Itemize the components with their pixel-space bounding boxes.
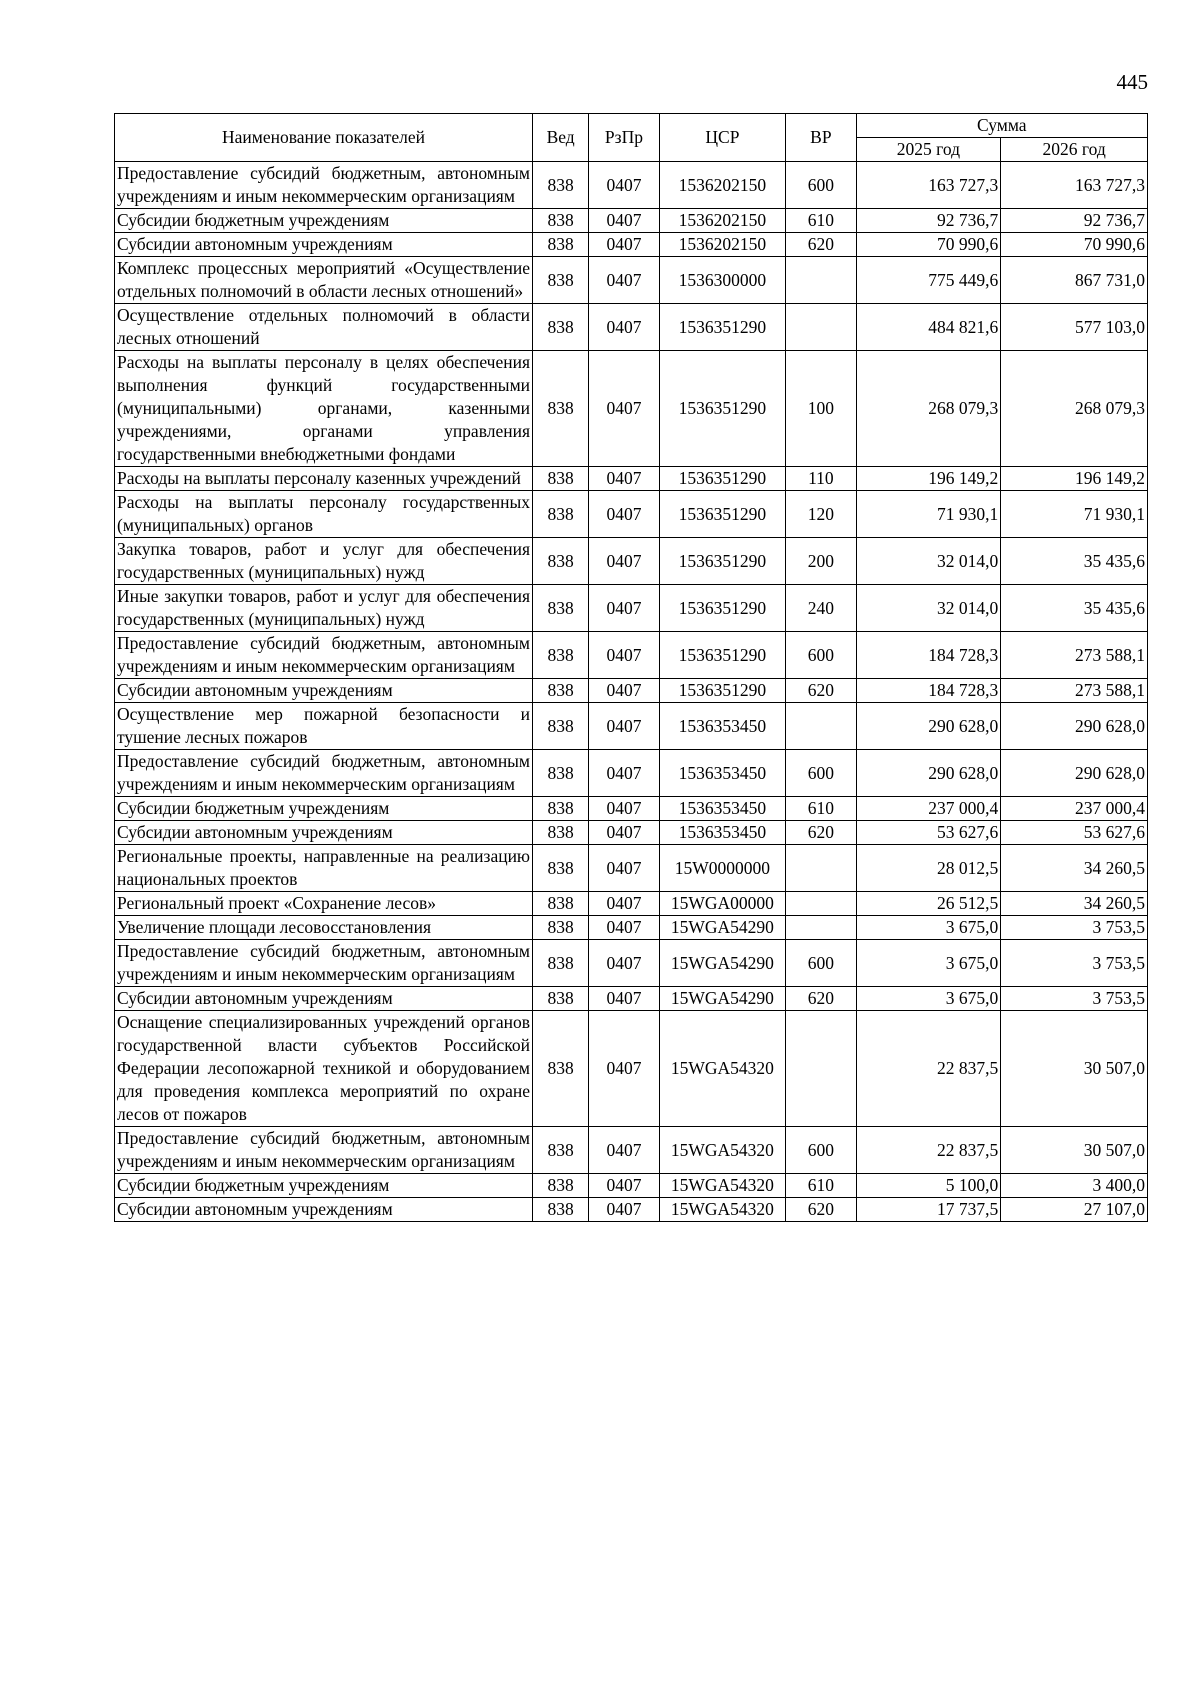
- row-sum-2026: 268 079,3: [1001, 351, 1148, 467]
- table-row: [115, 209, 1148, 233]
- row-vr: 600: [786, 162, 856, 209]
- row-vr: 100: [786, 351, 856, 467]
- row-vr: 620: [786, 233, 856, 257]
- row-csr: 1536300000: [659, 257, 786, 304]
- row-vr: [786, 916, 856, 940]
- header-vr: ВР: [786, 114, 856, 162]
- row-vr: [786, 257, 856, 304]
- row-csr: 15WGA54290: [659, 940, 786, 987]
- row-vr: 200: [786, 538, 856, 585]
- row-ved: 838: [533, 679, 589, 703]
- row-name: Закупка товаров, работ и услуг для обеспечения государственных (муниципальных) нужд: [115, 538, 533, 585]
- row-name: Региональный проект «Сохранение лесов»: [115, 892, 533, 916]
- row-vr: 610: [786, 797, 856, 821]
- row-csr: 15WGA00000: [659, 892, 786, 916]
- row-csr: 1536353450: [659, 750, 786, 797]
- table-row: [115, 351, 1148, 467]
- row-ved: 838: [533, 821, 589, 845]
- table-row: [115, 467, 1148, 491]
- row-name: Субсидии бюджетным учреждениям: [115, 1174, 533, 1198]
- row-rzpr: 0407: [589, 304, 659, 351]
- row-sum-2026: 3 753,5: [1001, 940, 1148, 987]
- header-rzpr: РзПр: [589, 114, 659, 162]
- row-vr: 120: [786, 491, 856, 538]
- row-sum-2025: 184 728,3: [856, 632, 1001, 679]
- row-ved: 838: [533, 209, 589, 233]
- row-vr: 610: [786, 209, 856, 233]
- row-csr: 1536353450: [659, 703, 786, 750]
- row-sum-2025: 70 990,6: [856, 233, 1001, 257]
- row-vr: [786, 845, 856, 892]
- row-rzpr: 0407: [589, 351, 659, 467]
- table-row: [115, 679, 1148, 703]
- row-rzpr: 0407: [589, 845, 659, 892]
- row-sum-2026: 577 103,0: [1001, 304, 1148, 351]
- row-name: Расходы на выплаты персоналу казенных учреждений: [115, 467, 533, 491]
- row-sum-2026: 35 435,6: [1001, 585, 1148, 632]
- row-vr: 610: [786, 1174, 856, 1198]
- table-row: [115, 987, 1148, 1011]
- row-name: Предоставление субсидий бюджетным, автономным учреждениям и иным некоммерческим организациям: [115, 162, 533, 209]
- table-row: [115, 750, 1148, 797]
- row-csr: 15WGA54320: [659, 1127, 786, 1174]
- row-ved: 838: [533, 304, 589, 351]
- row-rzpr: 0407: [589, 467, 659, 491]
- row-vr: 620: [786, 679, 856, 703]
- row-ved: 838: [533, 750, 589, 797]
- row-ved: 838: [533, 892, 589, 916]
- row-name: Субсидии автономным учреждениям: [115, 821, 533, 845]
- row-sum-2025: 3 675,0: [856, 940, 1001, 987]
- row-sum-2025: 71 930,1: [856, 491, 1001, 538]
- page-number: 445: [1116, 70, 1148, 94]
- row-ved: 838: [533, 797, 589, 821]
- row-sum-2026: 92 736,7: [1001, 209, 1148, 233]
- row-vr: 620: [786, 821, 856, 845]
- row-sum-2026: 53 627,6: [1001, 821, 1148, 845]
- row-sum-2025: 5 100,0: [856, 1174, 1001, 1198]
- row-rzpr: 0407: [589, 491, 659, 538]
- row-vr: [786, 1011, 856, 1127]
- row-sum-2025: 22 837,5: [856, 1011, 1001, 1127]
- row-sum-2025: 237 000,4: [856, 797, 1001, 821]
- row-sum-2025: 484 821,6: [856, 304, 1001, 351]
- row-sum-2026: 27 107,0: [1001, 1198, 1148, 1222]
- row-vr: [786, 304, 856, 351]
- row-sum-2026: 34 260,5: [1001, 892, 1148, 916]
- row-ved: 838: [533, 845, 589, 892]
- table-row: [115, 304, 1148, 351]
- row-csr: 1536353450: [659, 797, 786, 821]
- row-rzpr: 0407: [589, 679, 659, 703]
- table-row: [115, 1011, 1148, 1127]
- row-csr: 15WGA54320: [659, 1011, 786, 1127]
- row-ved: 838: [533, 467, 589, 491]
- header-csr: ЦСР: [659, 114, 786, 162]
- header-ved: Вед: [533, 114, 589, 162]
- table-row: [115, 916, 1148, 940]
- row-sum-2026: 273 588,1: [1001, 679, 1148, 703]
- row-name: Субсидии автономным учреждениям: [115, 679, 533, 703]
- row-sum-2025: 26 512,5: [856, 892, 1001, 916]
- row-csr: 1536202150: [659, 233, 786, 257]
- row-vr: [786, 703, 856, 750]
- row-vr: 620: [786, 987, 856, 1011]
- header-2026: 2026 год: [1001, 138, 1148, 162]
- row-csr: 1536351290: [659, 467, 786, 491]
- table-header: [115, 114, 1148, 162]
- row-csr: 15WGA54320: [659, 1174, 786, 1198]
- row-sum-2025: 290 628,0: [856, 750, 1001, 797]
- row-sum-2025: 290 628,0: [856, 703, 1001, 750]
- row-name: Субсидии автономным учреждениям: [115, 233, 533, 257]
- row-ved: 838: [533, 916, 589, 940]
- row-vr: 110: [786, 467, 856, 491]
- row-ved: 838: [533, 1198, 589, 1222]
- row-sum-2025: 17 737,5: [856, 1198, 1001, 1222]
- row-sum-2025: 32 014,0: [856, 538, 1001, 585]
- table-row: [115, 892, 1148, 916]
- row-sum-2025: 22 837,5: [856, 1127, 1001, 1174]
- row-name: Расходы на выплаты персоналу государственных (муниципальных) органов: [115, 491, 533, 538]
- row-vr: 600: [786, 940, 856, 987]
- table-row: [115, 585, 1148, 632]
- table-body: [115, 162, 1148, 1222]
- row-rzpr: 0407: [589, 1198, 659, 1222]
- row-csr: 15WGA54290: [659, 987, 786, 1011]
- row-vr: 600: [786, 750, 856, 797]
- row-csr: 1536351290: [659, 304, 786, 351]
- row-ved: 838: [533, 940, 589, 987]
- row-name: Предоставление субсидий бюджетным, автономным учреждениям и иным некоммерческим организациям: [115, 750, 533, 797]
- row-ved: 838: [533, 703, 589, 750]
- row-sum-2026: 30 507,0: [1001, 1127, 1148, 1174]
- row-ved: 838: [533, 491, 589, 538]
- table-row: [115, 845, 1148, 892]
- row-rzpr: 0407: [589, 162, 659, 209]
- row-rzpr: 0407: [589, 940, 659, 987]
- row-sum-2026: 196 149,2: [1001, 467, 1148, 491]
- row-sum-2025: 184 728,3: [856, 679, 1001, 703]
- row-sum-2026: 163 727,3: [1001, 162, 1148, 209]
- row-sum-2025: 196 149,2: [856, 467, 1001, 491]
- table-row: [115, 162, 1148, 209]
- row-sum-2026: 3 753,5: [1001, 916, 1148, 940]
- row-sum-2025: 53 627,6: [856, 821, 1001, 845]
- row-ved: 838: [533, 987, 589, 1011]
- row-csr: 1536351290: [659, 585, 786, 632]
- row-rzpr: 0407: [589, 703, 659, 750]
- row-name: Расходы на выплаты персоналу в целях обеспечения выполнения функций государственными (муниципальными) органами, казенными учреждениями, органами управления государственными внебюджетными фондами: [115, 351, 533, 467]
- row-sum-2026: 237 000,4: [1001, 797, 1148, 821]
- row-csr: 1536353450: [659, 821, 786, 845]
- row-name: Региональные проекты, направленные на реализацию национальных проектов: [115, 845, 533, 892]
- table-row: [115, 257, 1148, 304]
- table-row: [115, 538, 1148, 585]
- row-sum-2026: 70 990,6: [1001, 233, 1148, 257]
- row-ved: 838: [533, 538, 589, 585]
- row-ved: 838: [533, 257, 589, 304]
- row-sum-2026: 3 753,5: [1001, 987, 1148, 1011]
- row-ved: 838: [533, 233, 589, 257]
- row-vr: 600: [786, 632, 856, 679]
- row-csr: 15W0000000: [659, 845, 786, 892]
- row-sum-2026: 290 628,0: [1001, 703, 1148, 750]
- row-rzpr: 0407: [589, 750, 659, 797]
- row-csr: 15WGA54320: [659, 1198, 786, 1222]
- header-2025: 2025 год: [856, 138, 1001, 162]
- row-name: Осуществление мер пожарной безопасности и тушение лесных пожаров: [115, 703, 533, 750]
- row-vr: 240: [786, 585, 856, 632]
- row-sum-2025: 28 012,5: [856, 845, 1001, 892]
- row-sum-2025: 268 079,3: [856, 351, 1001, 467]
- row-rzpr: 0407: [589, 257, 659, 304]
- row-vr: 600: [786, 1127, 856, 1174]
- row-csr: 1536351290: [659, 632, 786, 679]
- row-rzpr: 0407: [589, 1174, 659, 1198]
- row-rzpr: 0407: [589, 892, 659, 916]
- row-sum-2026: 30 507,0: [1001, 1011, 1148, 1127]
- row-name: Субсидии автономным учреждениям: [115, 987, 533, 1011]
- row-sum-2026: 3 400,0: [1001, 1174, 1148, 1198]
- header-sum: Сумма: [856, 114, 1147, 138]
- row-name: Субсидии бюджетным учреждениям: [115, 797, 533, 821]
- row-ved: 838: [533, 632, 589, 679]
- header-name: Наименование показателей: [115, 114, 533, 162]
- row-rzpr: 0407: [589, 538, 659, 585]
- row-sum-2026: 34 260,5: [1001, 845, 1148, 892]
- row-rzpr: 0407: [589, 1127, 659, 1174]
- row-vr: 620: [786, 1198, 856, 1222]
- table-row: [115, 821, 1148, 845]
- table-row: [115, 491, 1148, 538]
- table-row: [115, 797, 1148, 821]
- row-rzpr: 0407: [589, 1011, 659, 1127]
- table-row: [115, 1127, 1148, 1174]
- table-row: [115, 703, 1148, 750]
- row-rzpr: 0407: [589, 797, 659, 821]
- row-csr: 15WGA54290: [659, 916, 786, 940]
- row-sum-2026: 290 628,0: [1001, 750, 1148, 797]
- row-name: Осуществление отдельных полномочий в области лесных отношений: [115, 304, 533, 351]
- table-row: [115, 940, 1148, 987]
- row-rzpr: 0407: [589, 585, 659, 632]
- row-ved: 838: [533, 1127, 589, 1174]
- row-csr: 1536202150: [659, 209, 786, 233]
- row-rzpr: 0407: [589, 916, 659, 940]
- row-csr: 1536202150: [659, 162, 786, 209]
- row-ved: 838: [533, 351, 589, 467]
- row-sum-2026: 35 435,6: [1001, 538, 1148, 585]
- row-sum-2025: 163 727,3: [856, 162, 1001, 209]
- row-sum-2026: 71 930,1: [1001, 491, 1148, 538]
- row-rzpr: 0407: [589, 632, 659, 679]
- row-name: Предоставление субсидий бюджетным, автономным учреждениям и иным некоммерческим организациям: [115, 940, 533, 987]
- row-vr: [786, 892, 856, 916]
- table-row: [115, 1174, 1148, 1198]
- row-rzpr: 0407: [589, 821, 659, 845]
- row-name: Субсидии бюджетным учреждениям: [115, 209, 533, 233]
- row-sum-2026: 273 588,1: [1001, 632, 1148, 679]
- row-sum-2025: 3 675,0: [856, 987, 1001, 1011]
- row-csr: 1536351290: [659, 679, 786, 703]
- row-ved: 838: [533, 1174, 589, 1198]
- row-name: Оснащение специализированных учреждений органов государственной власти субъектов Российской Федерации лесопожарной техникой и оборудованием для проведения комплекса мероприятий по охране лесов от пожаров: [115, 1011, 533, 1127]
- row-ved: 838: [533, 162, 589, 209]
- row-sum-2025: 32 014,0: [856, 585, 1001, 632]
- row-name: Предоставление субсидий бюджетным, автономным учреждениям и иным некоммерческим организациям: [115, 632, 533, 679]
- row-csr: 1536351290: [659, 538, 786, 585]
- row-ved: 838: [533, 585, 589, 632]
- table-row: [115, 632, 1148, 679]
- row-name: Предоставление субсидий бюджетным, автономным учреждениям и иным некоммерческим организациям: [115, 1127, 533, 1174]
- row-rzpr: 0407: [589, 987, 659, 1011]
- row-rzpr: 0407: [589, 233, 659, 257]
- row-name: Субсидии автономным учреждениям: [115, 1198, 533, 1222]
- budget-table: [114, 113, 1148, 1222]
- row-csr: 1536351290: [659, 351, 786, 467]
- row-sum-2025: 775 449,6: [856, 257, 1001, 304]
- table-row: [115, 1198, 1148, 1222]
- row-sum-2025: 92 736,7: [856, 209, 1001, 233]
- row-name: Увеличение площади лесовосстановления: [115, 916, 533, 940]
- row-rzpr: 0407: [589, 209, 659, 233]
- table-row: [115, 233, 1148, 257]
- row-sum-2025: 3 675,0: [856, 916, 1001, 940]
- row-name: Комплекс процессных мероприятий «Осуществление отдельных полномочий в области лесных отношений»: [115, 257, 533, 304]
- row-ved: 838: [533, 1011, 589, 1127]
- row-sum-2026: 867 731,0: [1001, 257, 1148, 304]
- row-csr: 1536351290: [659, 491, 786, 538]
- row-name: Иные закупки товаров, работ и услуг для обеспечения государственных (муниципальных) нужд: [115, 585, 533, 632]
